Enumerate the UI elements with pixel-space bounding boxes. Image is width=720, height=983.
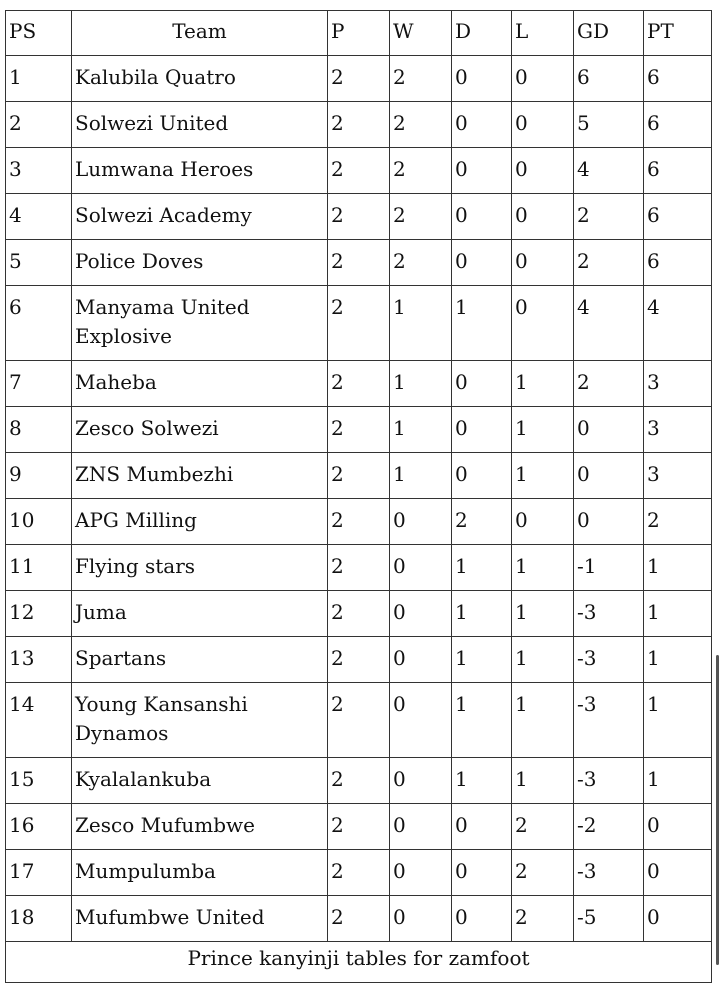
table-row xyxy=(6,637,712,683)
drawn-cell: 1 xyxy=(452,683,512,758)
lost-cell: 1 xyxy=(512,361,574,407)
played-cell: 2 xyxy=(328,896,390,942)
won-cell: 2 xyxy=(390,240,452,286)
position-cell: 12 xyxy=(6,591,72,637)
team-name-cell: Maheba xyxy=(72,361,328,407)
table-row xyxy=(6,453,712,499)
won-cell: 2 xyxy=(390,148,452,194)
team-name-cell: APG Milling xyxy=(72,499,328,545)
header-lost: L xyxy=(512,11,574,56)
drawn-cell: 1 xyxy=(452,545,512,591)
drawn-cell: 0 xyxy=(452,407,512,453)
played-cell: 2 xyxy=(328,591,390,637)
won-cell: 1 xyxy=(390,286,452,361)
goal-difference-cell: 2 xyxy=(574,361,644,407)
drawn-cell: 0 xyxy=(452,56,512,102)
goal-difference-cell: 5 xyxy=(574,102,644,148)
points-cell: 6 xyxy=(644,194,712,240)
header-won: W xyxy=(390,11,452,56)
table-row xyxy=(6,804,712,850)
lost-cell: 0 xyxy=(512,240,574,286)
position-cell: 13 xyxy=(6,637,72,683)
points-cell: 0 xyxy=(644,804,712,850)
drawn-cell: 0 xyxy=(452,361,512,407)
lost-cell: 1 xyxy=(512,637,574,683)
drawn-cell: 0 xyxy=(452,850,512,896)
table-row xyxy=(6,286,712,361)
lost-cell: 1 xyxy=(512,683,574,758)
league-table xyxy=(5,10,712,983)
position-cell: 9 xyxy=(6,453,72,499)
footer-row xyxy=(6,942,712,983)
position-cell: 17 xyxy=(6,850,72,896)
won-cell: 0 xyxy=(390,896,452,942)
goal-difference-cell: -3 xyxy=(574,850,644,896)
goal-difference-cell: 4 xyxy=(574,286,644,361)
drawn-cell: 1 xyxy=(452,286,512,361)
table-row xyxy=(6,102,712,148)
goal-difference-cell: 2 xyxy=(574,240,644,286)
header-played: P xyxy=(328,11,390,56)
header-row xyxy=(6,11,712,56)
team-name-cell: Solwezi United xyxy=(72,102,328,148)
won-cell: 0 xyxy=(390,637,452,683)
points-cell: 3 xyxy=(644,407,712,453)
team-name-cell: Zesco Solwezi xyxy=(72,407,328,453)
lost-cell: 1 xyxy=(512,758,574,804)
drawn-cell: 0 xyxy=(452,194,512,240)
points-cell: 6 xyxy=(644,56,712,102)
team-name-cell: Young Kansanshi Dynamos xyxy=(72,683,328,758)
lost-cell: 2 xyxy=(512,896,574,942)
won-cell: 0 xyxy=(390,758,452,804)
goal-difference-cell: -3 xyxy=(574,683,644,758)
table-row xyxy=(6,194,712,240)
won-cell: 1 xyxy=(390,453,452,499)
played-cell: 2 xyxy=(328,407,390,453)
played-cell: 2 xyxy=(328,361,390,407)
league-table-container xyxy=(5,10,712,983)
played-cell: 2 xyxy=(328,545,390,591)
position-cell: 15 xyxy=(6,758,72,804)
points-cell: 3 xyxy=(644,361,712,407)
points-cell: 1 xyxy=(644,545,712,591)
won-cell: 2 xyxy=(390,102,452,148)
points-cell: 1 xyxy=(644,683,712,758)
table-row xyxy=(6,545,712,591)
header-goal-difference: GD xyxy=(574,11,644,56)
table-row xyxy=(6,240,712,286)
position-cell: 1 xyxy=(6,56,72,102)
played-cell: 2 xyxy=(328,194,390,240)
goal-difference-cell: 0 xyxy=(574,407,644,453)
header-points: PT xyxy=(644,11,712,56)
goal-difference-cell: 6 xyxy=(574,56,644,102)
position-cell: 18 xyxy=(6,896,72,942)
position-cell: 3 xyxy=(6,148,72,194)
goal-difference-cell: -2 xyxy=(574,804,644,850)
won-cell: 0 xyxy=(390,545,452,591)
lost-cell: 2 xyxy=(512,850,574,896)
team-name-cell: Mumpulumba xyxy=(72,850,328,896)
played-cell: 2 xyxy=(328,148,390,194)
team-name-cell: Mufumbwe United xyxy=(72,896,328,942)
position-cell: 5 xyxy=(6,240,72,286)
lost-cell: 0 xyxy=(512,148,574,194)
won-cell: 0 xyxy=(390,850,452,896)
drawn-cell: 1 xyxy=(452,758,512,804)
goal-difference-cell: 0 xyxy=(574,499,644,545)
lost-cell: 1 xyxy=(512,545,574,591)
points-cell: 1 xyxy=(644,637,712,683)
points-cell: 0 xyxy=(644,896,712,942)
won-cell: 1 xyxy=(390,407,452,453)
points-cell: 1 xyxy=(644,591,712,637)
drawn-cell: 2 xyxy=(452,499,512,545)
drawn-cell: 0 xyxy=(452,453,512,499)
table-row xyxy=(6,758,712,804)
table-row xyxy=(6,148,712,194)
team-name-cell: Solwezi Academy xyxy=(72,194,328,240)
table-row xyxy=(6,499,712,545)
played-cell: 2 xyxy=(328,758,390,804)
team-name-cell: Manyama United Explosive xyxy=(72,286,328,361)
team-name-cell: Flying stars xyxy=(72,545,328,591)
won-cell: 1 xyxy=(390,361,452,407)
drawn-cell: 0 xyxy=(452,804,512,850)
goal-difference-cell: -5 xyxy=(574,896,644,942)
goal-difference-cell: -3 xyxy=(574,591,644,637)
team-name-cell: Kyalalankuba xyxy=(72,758,328,804)
table-row xyxy=(6,407,712,453)
points-cell: 6 xyxy=(644,148,712,194)
played-cell: 2 xyxy=(328,637,390,683)
position-cell: 4 xyxy=(6,194,72,240)
position-cell: 6 xyxy=(6,286,72,361)
position-cell: 10 xyxy=(6,499,72,545)
points-cell: 4 xyxy=(644,286,712,361)
header-team: Team xyxy=(72,11,328,56)
won-cell: 2 xyxy=(390,56,452,102)
lost-cell: 2 xyxy=(512,804,574,850)
position-cell: 7 xyxy=(6,361,72,407)
team-name-cell: Kalubila Quatro xyxy=(72,56,328,102)
points-cell: 1 xyxy=(644,758,712,804)
team-name-cell: Lumwana Heroes xyxy=(72,148,328,194)
played-cell: 2 xyxy=(328,683,390,758)
played-cell: 2 xyxy=(328,850,390,896)
won-cell: 0 xyxy=(390,683,452,758)
points-cell: 6 xyxy=(644,102,712,148)
drawn-cell: 0 xyxy=(452,148,512,194)
lost-cell: 0 xyxy=(512,194,574,240)
goal-difference-cell: 4 xyxy=(574,148,644,194)
team-name-cell: Spartans xyxy=(72,637,328,683)
points-cell: 2 xyxy=(644,499,712,545)
won-cell: 2 xyxy=(390,194,452,240)
played-cell: 2 xyxy=(328,453,390,499)
position-cell: 11 xyxy=(6,545,72,591)
played-cell: 2 xyxy=(328,499,390,545)
drawn-cell: 1 xyxy=(452,637,512,683)
goal-difference-cell: 0 xyxy=(574,453,644,499)
points-cell: 3 xyxy=(644,453,712,499)
lost-cell: 0 xyxy=(512,102,574,148)
position-cell: 16 xyxy=(6,804,72,850)
lost-cell: 0 xyxy=(512,499,574,545)
drawn-cell: 0 xyxy=(452,102,512,148)
goal-difference-cell: -3 xyxy=(574,758,644,804)
team-name-cell: Juma xyxy=(72,591,328,637)
team-name-cell: Zesco Mufumbwe xyxy=(72,804,328,850)
table-row xyxy=(6,683,712,758)
position-cell: 14 xyxy=(6,683,72,758)
position-cell: 2 xyxy=(6,102,72,148)
table-row xyxy=(6,56,712,102)
goal-difference-cell: -3 xyxy=(574,637,644,683)
table-row xyxy=(6,850,712,896)
position-cell: 8 xyxy=(6,407,72,453)
played-cell: 2 xyxy=(328,56,390,102)
won-cell: 0 xyxy=(390,591,452,637)
table-body xyxy=(6,56,712,942)
lost-cell: 1 xyxy=(512,453,574,499)
played-cell: 2 xyxy=(328,240,390,286)
played-cell: 2 xyxy=(328,286,390,361)
goal-difference-cell: 2 xyxy=(574,194,644,240)
drawn-cell: 0 xyxy=(452,896,512,942)
goal-difference-cell: -1 xyxy=(574,545,644,591)
points-cell: 6 xyxy=(644,240,712,286)
team-name-cell: ZNS Mumbezhi xyxy=(72,453,328,499)
team-name-cell: Police Doves xyxy=(72,240,328,286)
scrollbar-thumb[interactable] xyxy=(716,655,719,965)
header-drawn: D xyxy=(452,11,512,56)
played-cell: 2 xyxy=(328,804,390,850)
points-cell: 0 xyxy=(644,850,712,896)
lost-cell: 0 xyxy=(512,286,574,361)
table-footer-credit: Prince kanyinji tables for zamfoot xyxy=(6,942,712,983)
lost-cell: 1 xyxy=(512,407,574,453)
won-cell: 0 xyxy=(390,804,452,850)
drawn-cell: 0 xyxy=(452,240,512,286)
header-ps: PS xyxy=(6,11,72,56)
drawn-cell: 1 xyxy=(452,591,512,637)
played-cell: 2 xyxy=(328,102,390,148)
table-row xyxy=(6,591,712,637)
table-row xyxy=(6,896,712,942)
won-cell: 0 xyxy=(390,499,452,545)
table-row xyxy=(6,361,712,407)
lost-cell: 0 xyxy=(512,56,574,102)
lost-cell: 1 xyxy=(512,591,574,637)
